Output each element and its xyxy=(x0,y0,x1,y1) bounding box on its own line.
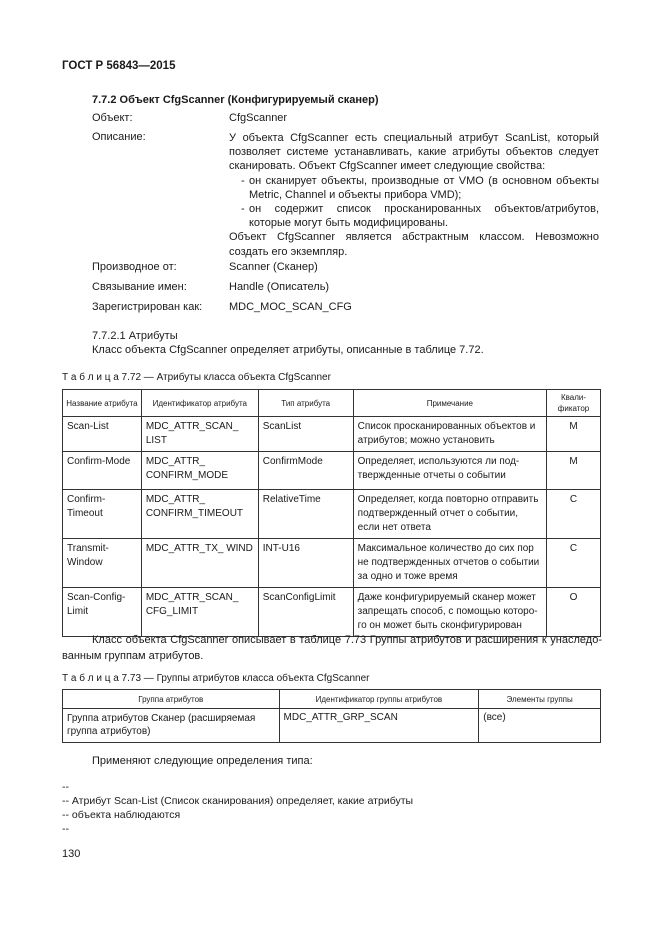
column-header: Примечание xyxy=(353,390,546,417)
column-header: Идентификатор группы атрибутов xyxy=(279,690,479,709)
subsection-title: 7.7.2.1 Атрибуты xyxy=(92,330,178,342)
table-cell: MDC_ATTR_ CONFIRM_TIMEOUT xyxy=(141,490,258,539)
table-cell: M xyxy=(547,452,601,490)
table-cell: MDC_ATTR_ CONFIRM_MODE xyxy=(141,452,258,490)
type-definitions-intro: Применяют следующие определения типа: xyxy=(92,755,313,767)
table-cell: Transmit-Window xyxy=(63,539,142,588)
table-cell: Максимальное количество до сих пор не подтвержденных отчетов о событии за одно и тоже время xyxy=(353,539,546,588)
attributes-table xyxy=(62,389,601,637)
code-line: -- xyxy=(62,781,69,793)
table-cell: INT-U16 xyxy=(258,539,353,588)
column-header: Название атрибута xyxy=(63,390,142,417)
table-cell: MDC_ATTR_SCAN_ LIST xyxy=(141,417,258,452)
table-cell: RelativeTime xyxy=(258,490,353,539)
table-cell: ScanList xyxy=(258,417,353,452)
object-value: CfgScanner xyxy=(229,112,288,124)
table-row xyxy=(63,490,601,539)
document-header: ГОСТ Р 56843—2015 xyxy=(62,60,176,72)
column-header: Тип атрибута xyxy=(258,390,353,417)
table-header-row xyxy=(63,390,601,417)
table-cell: C xyxy=(547,539,601,588)
table-cell: ConfirmMode xyxy=(258,452,353,490)
table-cell: Группа атрибутов Сканер (расширяемая группа атрибутов) xyxy=(63,709,280,743)
attribute-groups-table xyxy=(62,689,601,743)
table-cell: Даже конфигурируемый сканер может запрещать способ, с помощью которо-го он может быть сконфигурирован xyxy=(353,588,546,637)
table-caption-73: Т а б л и ц а 7.73 — Группы атрибутов класса объекта CfgScanner xyxy=(62,673,370,684)
table-row xyxy=(63,452,601,490)
object-label: Объект: xyxy=(92,112,133,124)
description-text xyxy=(229,131,599,259)
page-number: 130 xyxy=(62,848,81,860)
table-cell: ScanConfigLimit xyxy=(258,588,353,637)
column-header: Элементы группы xyxy=(479,690,601,709)
table-header-row xyxy=(63,690,601,709)
code-line: -- Атрибут Scan-List (Список сканирования) определяет, какие атрибуты xyxy=(62,795,414,807)
table-cell: M xyxy=(547,417,601,452)
description-label: Описание: xyxy=(92,131,146,143)
table-cell: Confirm-Mode xyxy=(63,452,142,490)
table-cell: Список просканированных объектов и атрибутов; можно установить xyxy=(353,417,546,452)
name-binding-value: Handle (Описатель) xyxy=(229,281,330,293)
column-header: Квали-фикатор xyxy=(547,390,601,417)
paragraph-table-73-intro: Класс объекта CfgScanner описывает в таблице 7.73 Группы атрибутов и расширения к унаследо-ванным группам атрибутов. xyxy=(62,634,602,662)
table-row xyxy=(63,417,601,452)
table-row xyxy=(63,539,601,588)
table-row xyxy=(63,588,601,637)
table-cell: MDC_ATTR_TX_ WIND xyxy=(141,539,258,588)
table-cell: Определяет, используются ли под-твержденные отчеты о событии xyxy=(353,452,546,490)
table-cell: MDC_ATTR_GRP_SCAN xyxy=(279,709,479,743)
column-header: Группа атрибутов xyxy=(63,690,280,709)
table-row xyxy=(63,709,601,743)
description-list xyxy=(229,174,599,231)
subsection-text: Класс объекта CfgScanner определяет атрибуты, описанные в таблице 7.72. xyxy=(92,344,484,356)
description-intro: У объекта CfgScanner есть специальный атрибут ScanList, который позволяет системе устанавливать, какие атрибуты объектов следует сканировать. Объект CfgScanner имеет следующие свойства: xyxy=(229,132,599,173)
code-line: -- объекта наблюдаются xyxy=(62,809,181,821)
table-cell: Confirm-Timeout xyxy=(63,490,142,539)
description-item: - он содержит список просканированных объектов/атрибутов, которые могут быть модифицированы. xyxy=(229,202,599,230)
description-outro: Объект CfgScanner является абстрактным классом. Невозможно создать его экземпляр. xyxy=(229,231,599,258)
table-cell: O xyxy=(547,588,601,637)
derived-label: Производное от: xyxy=(92,261,177,273)
table-cell: Определяет, когда повторно отправить подтвержденный отчет о событии, если нет ответа xyxy=(353,490,546,539)
table-caption-72: Т а б л и ц а 7.72 — Атрибуты класса объекта CfgScanner xyxy=(62,372,331,383)
table-cell: (все) xyxy=(479,709,601,743)
registered-label: Зарегистрирован как: xyxy=(92,301,203,313)
code-line: -- xyxy=(62,823,69,835)
description-item: - он сканирует объекты, производные от VMO (в основном объекты Metric, Channel и объекты прибора VMD); xyxy=(229,174,599,202)
table-cell: Scan-List xyxy=(63,417,142,452)
table-cell: Scan-Config-Limit xyxy=(63,588,142,637)
column-header: Идентификатор атрибута xyxy=(141,390,258,417)
registered-value: MDC_MOC_SCAN_CFG xyxy=(229,301,352,313)
table-cell: C xyxy=(547,490,601,539)
name-binding-label: Связывание имен: xyxy=(92,281,187,293)
section-title: 7.7.2 Объект CfgScanner (Конфигурируемый сканер) xyxy=(92,94,379,106)
table-cell: MDC_ATTR_SCAN_ CFG_LIMIT xyxy=(141,588,258,637)
derived-value: Scanner (Сканер) xyxy=(229,261,318,273)
